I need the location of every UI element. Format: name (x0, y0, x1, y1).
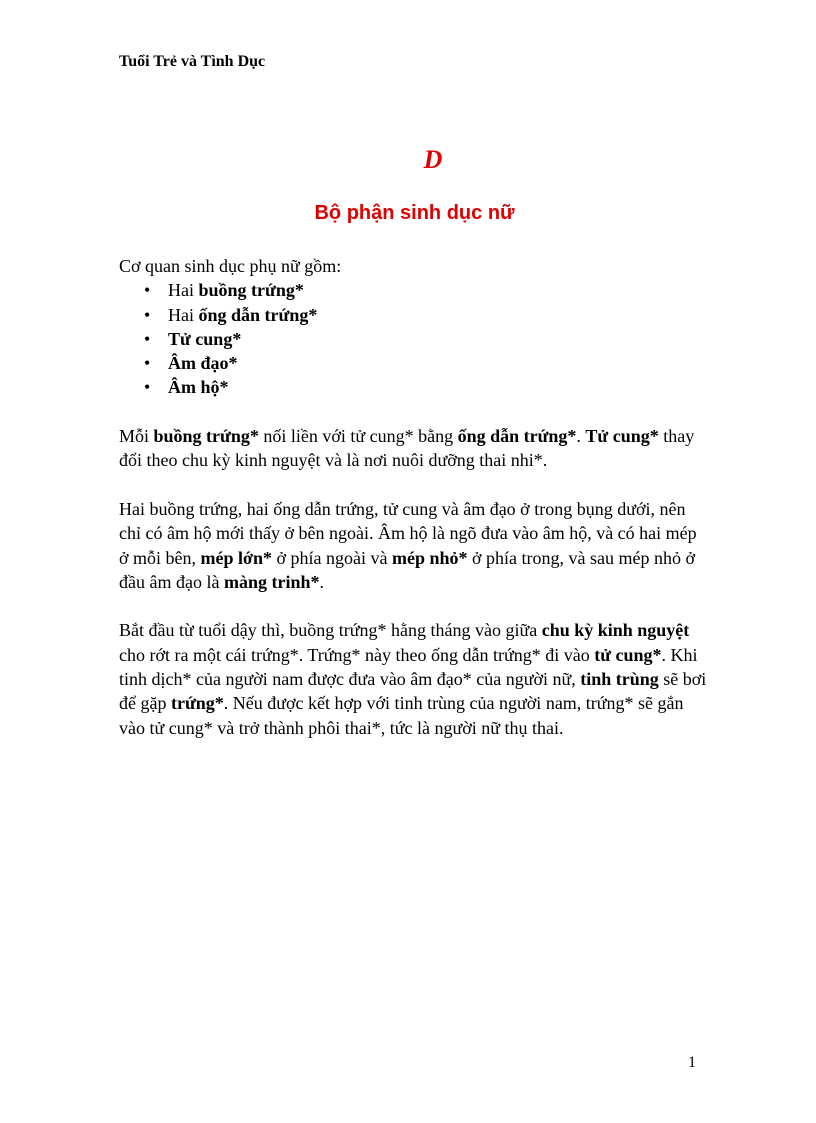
paragraph-gap (119, 400, 709, 424)
list-item (119, 278, 709, 302)
paragraph-menstrual-cycle (119, 618, 709, 739)
text-run: . (319, 571, 324, 592)
list-item (119, 303, 709, 327)
list-item-term: buồng trứng* (198, 280, 304, 301)
list-item (119, 327, 709, 351)
text-run: thay đổi theo chu kỳ kinh nguyệt và là nơi nuôi dưỡng thai nhi*. (119, 426, 695, 471)
bullet-icon: • (144, 353, 151, 374)
list-item-term: Âm đạo* (168, 353, 238, 374)
bold-term: buồng trứng* (153, 426, 259, 447)
bullet-icon: • (144, 377, 151, 398)
text-run: sẽ bơi để gặp (119, 669, 707, 714)
intro-text: Cơ quan sinh dục phụ nữ gồm: (119, 256, 342, 276)
bold-term: mép nhỏ* (392, 547, 468, 568)
paragraph-external-organs (119, 497, 709, 594)
list-item-term: Tử cung* (168, 328, 242, 349)
text-run: . Khi tinh dịch* của người nam được đưa vào âm đạo* của người nữ, (119, 644, 698, 690)
text-run: ở phía ngoài và (272, 547, 392, 568)
list-item (119, 351, 709, 375)
list-item (119, 375, 709, 399)
text-run: ở phía trong, và sau mép nhỏ ở đầu âm đạo là (119, 547, 696, 592)
section-glyph: D (423, 145, 443, 174)
bold-term: tử cung* (594, 644, 662, 665)
text-run: Hai buồng trứng, hai ống dẫn trứng, tử cung và âm đạo ở trong bụng dưới, nên chỉ có âm hộ mới thấy ở bên ngoài. Âm hộ là ngõ đưa vào âm hộ, và có hai mép ở mỗi bên, (119, 498, 697, 568)
page-number: 1 (688, 1054, 696, 1071)
bold-term: trứng* (170, 693, 224, 714)
chapter-title: Bộ phận sinh dục nữ (314, 202, 515, 224)
bold-term: ống dẫn trứng* (457, 426, 577, 447)
paragraph-gap (119, 473, 709, 497)
body-text (119, 254, 709, 740)
text-run: Mỗi (119, 426, 154, 447)
bullet-icon: • (144, 328, 151, 349)
bold-term: chu kỳ kinh nguyệt (541, 620, 690, 641)
bullet-icon: • (144, 280, 151, 301)
text-run: cho rớt ra một cái trứng*. Trứng* này theo ống dẫn trứng* đi vào (119, 644, 595, 665)
running-header: Tuổi Trẻ và Tình Dục (119, 53, 266, 70)
text-run: . Nếu được kết hợp với tinh trùng của người nam, trứng* sẽ gắn vào tử cung* và trở thành phôi thai*, tức là người nữ thụ thai. (119, 693, 684, 738)
paragraph-ovary-link (119, 424, 709, 473)
bold-term: tinh trùng (580, 669, 659, 690)
list-item-term: Âm hộ* (168, 377, 229, 398)
bold-term: mép lớn* (200, 547, 272, 568)
text-run: Bắt đầu từ tuổi dậy thì, buồng trứng* hằng tháng vào giữa (119, 620, 542, 641)
bold-term: màng trinh* (223, 571, 320, 592)
organ-list (119, 278, 709, 399)
list-item-prefix: Hai (168, 280, 199, 301)
text-run: . (576, 426, 586, 447)
text-run: nối liền với tử cung* bằng (258, 426, 458, 447)
bullet-icon: • (144, 304, 151, 325)
paragraph-gap (119, 594, 709, 618)
bold-term: Tử cung* (585, 426, 659, 447)
list-item-term: ống dẫn trứng* (198, 304, 318, 325)
list-item-prefix: Hai (168, 304, 199, 325)
